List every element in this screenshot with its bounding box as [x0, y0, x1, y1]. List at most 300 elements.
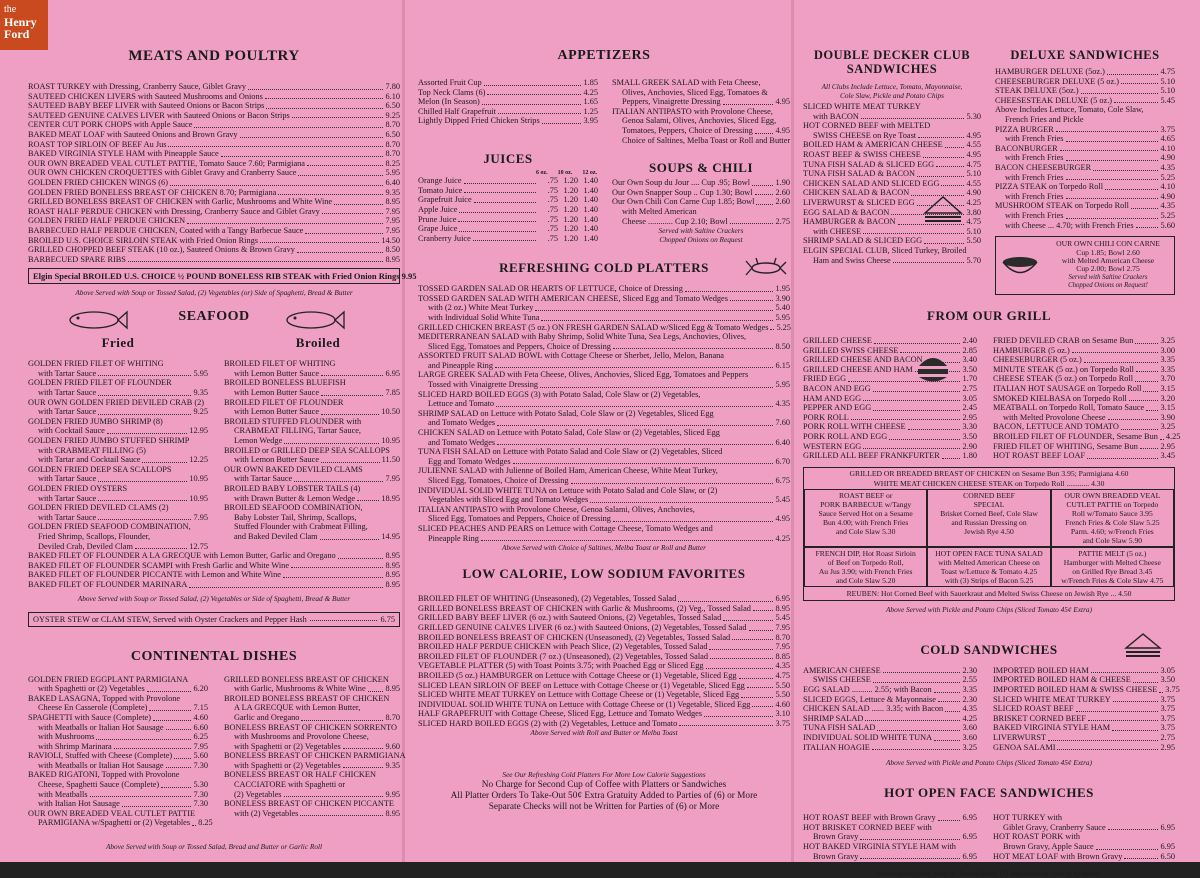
- item-name: CHEESE STEAK (5 oz.) on Torpedo Roll: [993, 374, 1134, 384]
- menu-item: [803, 733, 977, 743]
- menu-item: [418, 107, 598, 117]
- menu-item: [803, 432, 977, 442]
- dot-leader: [571, 476, 774, 484]
- item-name: BACON AND EGG: [803, 384, 871, 394]
- item-name: SAUTEED GENUINE CALVES LIVER with Sauteed Onions or Bacon Strips: [28, 110, 290, 120]
- item-name: SWISS CHEESE on Rye Toast: [813, 130, 917, 140]
- dot-leader: [934, 733, 960, 741]
- item-name: GOLDEN FRIED FILET OF FLOUNDER: [28, 378, 172, 388]
- item-name: VEGETABLE PLATTER (5) with Toast Points 3.75; with Poached Egg or Sliced Egg: [418, 661, 704, 671]
- item-name: AMERICAN CHEESE: [803, 665, 881, 675]
- item-name: Baby Lobster Tail, Shrimp, Scallops,: [234, 512, 357, 522]
- item-price: 9.35: [193, 388, 208, 398]
- item-name: with Tartar Sauce: [38, 388, 97, 398]
- item-name: SLICED WHITE MEAT TURKEY: [993, 694, 1111, 704]
- item-name: SLICED WHITE MEAT TURKEY: [803, 102, 921, 111]
- item-price: 4.75: [966, 217, 981, 227]
- item-price: 5.60: [193, 751, 208, 761]
- item-name: PORK ROLL: [803, 412, 849, 422]
- item-price: 5.45: [775, 495, 790, 505]
- menu-item: [418, 399, 790, 409]
- item-price: 6.60: [193, 722, 208, 732]
- item-price: 6.95: [962, 813, 977, 823]
- menu-item: [28, 159, 400, 169]
- menu-item: [418, 524, 790, 534]
- item-name: GOLDEN FRIED FILET OF WHITING: [28, 359, 164, 369]
- menu-item: [993, 675, 1175, 685]
- item-name: SLICED HARD BOILED EGGS (3) with Potato Salad, Cole Slaw or (2) Vegetables,: [418, 389, 701, 399]
- menu-item: [418, 78, 598, 88]
- menu-item: [993, 723, 1175, 733]
- dot-leader: [153, 713, 191, 721]
- item-price: 4.25: [583, 87, 598, 97]
- menu-item: [418, 116, 598, 126]
- item-price: 6.10: [385, 91, 400, 101]
- dot-leader: [142, 455, 187, 463]
- item-name: BACON, LETTUCE AND TOMATO: [993, 422, 1119, 432]
- henry-ford-logo: the Henry Ford: [0, 0, 48, 50]
- item-name: BROILED BABY LOBSTER TAILS (4): [224, 484, 361, 493]
- soups-list: [612, 178, 790, 226]
- dot-leader: [321, 369, 383, 377]
- item-price: 4.95: [966, 130, 981, 140]
- cell-line: French Fries & Cole Slaw 5.25: [1065, 517, 1160, 527]
- item-price: 6.50: [1160, 851, 1175, 861]
- menu-item: [28, 426, 208, 436]
- cell-line: Roll w/Tomato Sauce 3.95: [1071, 508, 1153, 518]
- item-price: 7.95: [385, 474, 400, 484]
- menu-item: [993, 823, 1175, 833]
- item-name: with French Fries: [1005, 172, 1064, 182]
- menu-item: [28, 503, 208, 513]
- item-name: GOLDEN FRIED SEAFOOD COMBINATION,: [28, 522, 191, 532]
- dot-leader: [1060, 144, 1159, 152]
- policy-line: Separate Checks will not be Written for Parties of (6) or More: [488, 802, 720, 813]
- item-price: 12.75: [189, 541, 208, 551]
- dot-leader: [284, 436, 379, 444]
- menu-item: [224, 723, 400, 733]
- item-name: Our Own Soup du Jour .... Cup .95; Bowl: [612, 178, 751, 188]
- item-name: SMOKED KIELBASA on Torpedo Roll: [993, 393, 1127, 403]
- menu-item: [28, 474, 208, 484]
- item-name: Ham and Swiss Cheese: [813, 255, 891, 265]
- item-name: Brown Gravy, Apple Sauce: [1003, 841, 1094, 851]
- item-name: with BACON: [813, 111, 859, 121]
- dot-leader: [945, 704, 960, 712]
- menu-item: [28, 407, 208, 417]
- menu-item: [224, 522, 400, 532]
- dot-leader: [343, 761, 384, 769]
- menu-item: [224, 407, 400, 417]
- item-price: 3.00: [1160, 345, 1175, 355]
- item-price: 4.60: [775, 699, 790, 709]
- menu-item: [418, 361, 790, 371]
- dot-leader: [941, 179, 964, 187]
- dot-leader: [1135, 374, 1158, 382]
- dot-leader: [292, 111, 384, 119]
- menu-item: [993, 832, 1175, 842]
- dot-leader: [168, 140, 383, 148]
- dot-leader: [248, 82, 383, 90]
- item-name: with Lemon Butter Sauce: [234, 455, 320, 465]
- menu-item: [418, 466, 790, 476]
- cell-line: with Melted American Cheese on: [938, 557, 1040, 567]
- menu-item: [28, 245, 400, 255]
- item-name: ROAST TURKEY with Dressing, Cranberry Sauce, Giblet Gravy: [28, 82, 247, 91]
- item-name: SWISS CHEESE: [813, 675, 871, 685]
- menu-item: [803, 121, 981, 131]
- item-price: 4.75: [1160, 67, 1175, 76]
- item-price: 6.75: [775, 476, 790, 485]
- item-name: Orange Juice: [418, 176, 462, 186]
- item-price: 9.60: [385, 741, 400, 751]
- menu-item: [995, 77, 1175, 87]
- item-price: 1.85: [583, 78, 598, 87]
- broiled-heading: Broiled: [295, 335, 341, 351]
- item-name: TOSSED GARDEN SALAD WITH AMERICAN CHEESE, Sliced Egg and Tomato Wedges: [418, 293, 728, 303]
- item-name: BROILED BONELESS BLUEFISH: [224, 378, 346, 388]
- menu-item: [612, 217, 790, 227]
- dot-leader: [945, 140, 965, 148]
- item-price: 5.25: [776, 322, 791, 332]
- item-price: 2.95: [1160, 441, 1175, 451]
- item-name: BROILED FILET OF WHITING: [224, 359, 336, 369]
- menu-item: [28, 570, 400, 580]
- item-price: 7.30: [193, 799, 208, 809]
- item-name: BONELESS BREAST OF CHICKEN PARMIGIANA: [224, 751, 406, 761]
- club-list: [803, 102, 981, 265]
- menu-item: [418, 690, 790, 700]
- cell-line: on Grilled Rye Bread 3.45: [1072, 566, 1153, 576]
- item-price: 4.25: [962, 713, 977, 723]
- item-name: TUNA FISH SALAD: [803, 723, 876, 733]
- dot-leader: [260, 236, 379, 244]
- dot-leader: [924, 236, 964, 244]
- cell-line: FRENCH DIP, Hot Roast Sirloin: [815, 548, 916, 558]
- menu-item: [803, 112, 981, 122]
- item-price: 3.35: [962, 685, 977, 694]
- dot-leader: [535, 303, 773, 311]
- juices-section: [418, 149, 598, 244]
- dot-leader: [1057, 743, 1158, 751]
- dot-leader: [98, 369, 191, 377]
- menu-item: [803, 442, 977, 452]
- item-price: 12.25: [189, 455, 208, 465]
- cell-line: w/French Fries & Cole Slaw 4.75: [1061, 575, 1164, 585]
- item-price: 9.35: [385, 760, 400, 770]
- dot-leader: [893, 256, 965, 264]
- dot-leader: [541, 313, 773, 321]
- dot-leader: [291, 561, 383, 569]
- menu-item: [224, 513, 400, 523]
- item-name: HOT CORNED BEEF with MELTED: [803, 121, 931, 131]
- item-price: 8.95: [385, 570, 400, 580]
- item-price: 2.60: [775, 197, 790, 207]
- item-name: LARGE GREEK SALAD with Feta Cheese, Olives, Anchovies, Sliced Egg, Tomatoes and Peppers: [418, 370, 749, 380]
- dot-leader: [96, 732, 191, 740]
- menu-item: [418, 97, 598, 107]
- item-price: 10.95: [381, 436, 400, 446]
- menu-item: [995, 221, 1175, 231]
- dot-leader: [1113, 695, 1159, 703]
- menu-item: [993, 852, 1175, 862]
- item-price: 4.25: [966, 197, 981, 207]
- appetizers-left-list: [418, 78, 598, 145]
- item-name: JULIENNE SALAD with Julienne of Boiled Ham, American Cheese, White Meat Turkey,: [418, 466, 718, 476]
- item-name: BRISKET CORNED BEEF: [993, 713, 1086, 723]
- item-name: CHICKEN SALAD ...... 3.35; with Bacon: [803, 704, 944, 714]
- chicken-line: WHITE MEAT CHICKEN CHEESE STEAK on Torpedo Roll ............ 4.30: [873, 478, 1105, 488]
- item-name: OUR OWN BREADED VEAL CUTLET PATTIE: [28, 808, 196, 818]
- dot-leader: [1088, 714, 1159, 722]
- item-price: 4.90: [1160, 191, 1175, 201]
- menu-item: [28, 455, 208, 465]
- menu-item: [612, 188, 790, 198]
- item-name: GOLDEN FRIED DEEP SEA SCALLOPS: [28, 464, 172, 474]
- menu-item: [803, 842, 977, 852]
- item-name: TUNA FISH SALAD & SLICED EGG: [803, 159, 935, 169]
- item-name: Lettuce and Tomato: [428, 399, 495, 409]
- item-name: SPAGHETTI with Sauce (Complete): [28, 712, 151, 722]
- menu-item: [28, 561, 400, 571]
- menu-item: [224, 426, 400, 436]
- item-price: 8.50: [775, 341, 790, 351]
- item-price: 5.95: [385, 168, 400, 178]
- item-price: 4.95: [775, 514, 790, 524]
- menu-item: [418, 303, 790, 313]
- item-name: MEATBALL on Torpedo Roll, Tomato Sauce: [993, 403, 1145, 413]
- item-name: Cheese En Casserole (Complete): [38, 703, 148, 713]
- item-name: CHICKEN SALAD AND SLICED EGG: [803, 178, 940, 188]
- dot-leader: [321, 455, 380, 463]
- soups-note: Served with Saltine Crackers: [658, 226, 744, 236]
- menu-item: [418, 284, 790, 294]
- menu-item: [224, 790, 400, 800]
- menu-item: [803, 336, 977, 346]
- item-name: HOT BRISKET CORNED BEEF with: [803, 822, 932, 832]
- cell-line: with (3) Strips of Bacon 5.25: [944, 575, 1034, 585]
- item-name: Peppers, Vinaigrette Dressing: [622, 97, 721, 107]
- left-panel: [28, 0, 417, 852]
- menu-item: [418, 495, 790, 505]
- item-price: 3.75: [1160, 694, 1175, 704]
- item-price: 14.95: [381, 531, 400, 541]
- item-price: 14.50: [381, 235, 400, 245]
- menu-item: [995, 173, 1175, 183]
- dot-leader: [1136, 365, 1158, 373]
- grill-right-list: [993, 336, 1181, 461]
- deluxe-list: [995, 67, 1175, 230]
- dot-leader: [322, 207, 384, 215]
- cell-line: Hamburger with Melted Cheese: [1063, 557, 1161, 567]
- item-name: with Tartar Sauce: [38, 474, 97, 484]
- dot-leader: [863, 394, 960, 402]
- item-name: BACONBURGER: [995, 143, 1058, 153]
- menu-item: [995, 211, 1175, 221]
- hotopen-right-list: [993, 813, 1175, 861]
- item-name: FRIED EGG: [803, 374, 847, 384]
- menu-item: [993, 422, 1175, 432]
- chili-line: with Melted American Cheese: [1061, 255, 1155, 265]
- item-price: 8.95: [385, 551, 400, 561]
- item-price: 5.10: [966, 169, 981, 179]
- dot-leader: [741, 690, 773, 698]
- menu-item: [993, 714, 1175, 724]
- item-price: .75: [547, 233, 558, 243]
- menu-item: [224, 694, 400, 704]
- menu-item: [28, 809, 208, 819]
- dot-leader: [147, 684, 192, 692]
- dot-leader: [495, 361, 773, 369]
- item-name: CACCIATORE with Spaghetti or: [234, 780, 346, 790]
- item-name: TUNA FISH SALAD & BACON: [803, 169, 916, 179]
- item-name: GOLDEN FRIED HALF PERDUE CHICKEN: [28, 216, 186, 226]
- dot-leader: [1112, 723, 1158, 731]
- item-name: Top Neck Clams (6): [418, 87, 486, 97]
- item-price: 1.20: [563, 233, 578, 243]
- dot-leader: [590, 495, 773, 503]
- fold-line: [402, 0, 405, 862]
- menu-item: [224, 417, 400, 427]
- menu-item: [993, 365, 1175, 375]
- dot-leader: [307, 159, 384, 167]
- cell-line: PATTIE MELT (5 oz.): [1078, 548, 1147, 558]
- cell-line: of Beef on Torpedo Roll,: [827, 557, 904, 567]
- item-price: 8.85: [775, 651, 790, 661]
- menu-item: [224, 494, 400, 504]
- item-price: 8.25: [385, 158, 400, 168]
- seafood-header: [28, 305, 400, 355]
- dot-leader: [1066, 173, 1159, 181]
- item-name: with Mushrooms and Provolone Cheese,: [234, 732, 369, 742]
- menu-item: [28, 388, 208, 398]
- dot-leader: [938, 695, 961, 703]
- menu-item: [224, 474, 400, 484]
- menu-item: [28, 82, 400, 92]
- item-price: 1.40: [583, 224, 598, 234]
- menu-item: [28, 484, 208, 494]
- menu-item: [224, 675, 400, 685]
- dot-leader: [1105, 182, 1158, 190]
- item-name: with French Fries: [1005, 191, 1064, 201]
- dot-leader: [266, 101, 383, 109]
- item-name: Choice of Saltines, Melba Toast or Roll and Butter: [622, 135, 791, 145]
- flounder-list: [28, 551, 400, 589]
- item-price: 6.95: [962, 851, 977, 861]
- item-price: 3.40: [962, 355, 977, 365]
- club-section: [803, 0, 981, 295]
- item-name: BARBECUED SPARE RIBS: [28, 254, 126, 264]
- dot-leader: [284, 790, 384, 798]
- item-price: 1.40: [583, 233, 598, 243]
- menu-item: [28, 369, 208, 379]
- item-price: 1.40: [583, 185, 598, 195]
- item-price: 7.30: [193, 789, 208, 799]
- item-name: IMPORTED BOILED HAM & SWISS CHEESE: [993, 685, 1158, 694]
- dot-leader: [338, 551, 384, 559]
- dot-leader: [1133, 675, 1159, 683]
- menu-item: [28, 436, 208, 446]
- item-price: 6.95: [1160, 822, 1175, 832]
- item-name: BAKED MEAT LOAF with Sauteed Onions and Brown Gravy: [28, 129, 238, 139]
- menu-item: [28, 178, 400, 188]
- menu-item: [28, 799, 208, 809]
- menu-item: [803, 131, 981, 141]
- item-price: 2.30: [962, 694, 977, 704]
- dot-leader: [90, 790, 192, 798]
- item-name: with Melted American: [622, 206, 697, 216]
- item-name: A LA GRECQUE with Lemon Butter,: [234, 703, 361, 713]
- item-price: 1.95: [775, 284, 790, 294]
- item-name: Tomato Juice: [418, 185, 463, 195]
- menu-item: [418, 681, 790, 691]
- item-name: Lemon Wedge: [234, 436, 283, 446]
- item-name: with Tartar Sauce: [38, 407, 97, 417]
- item-name: GRILLED BONELESS BREAST OF CHICKEN with Garlic & Mushrooms, (2) Veg., Tossed Salad: [418, 603, 751, 613]
- item-name: GRILLED BONELESS BREAST OF CHICKEN: [224, 674, 389, 684]
- item-price: 6.40: [775, 437, 790, 447]
- menu-item: [28, 770, 208, 780]
- dot-leader: [752, 178, 773, 186]
- menu-item: [612, 116, 790, 126]
- dot-leader: [730, 217, 774, 225]
- item-price: 1.40: [583, 195, 598, 205]
- menu-item: [612, 136, 790, 146]
- menu-item: [28, 130, 400, 140]
- item-price: .75: [547, 214, 558, 224]
- menu-item: [993, 704, 1175, 714]
- item-name: RAVIOLI, Stuffed with Cheese (Complete): [28, 751, 173, 761]
- menu-item: [418, 661, 790, 671]
- menu-item: [28, 255, 400, 265]
- platters-header: [418, 256, 790, 278]
- dot-leader: [1140, 442, 1159, 450]
- item-price: 4.90: [966, 188, 981, 198]
- menu-item: [995, 163, 1175, 173]
- cell-line: Au Jus 3.90; with French Fries: [818, 566, 913, 576]
- menu-item: [224, 503, 400, 513]
- item-name: BROILED FILET OF FLOUNDER: [224, 397, 344, 407]
- item-name: HALF GRAPEFRUIT with Cottage Cheese, Sliced Egg, Lettuce and Tomato Wedges: [418, 709, 703, 719]
- cold-header: [803, 636, 1175, 660]
- item-price: .75: [547, 176, 558, 186]
- menu-item: [224, 398, 400, 408]
- item-price: 3.10: [775, 709, 790, 719]
- menu-item: [28, 216, 400, 226]
- dot-leader: [166, 761, 192, 769]
- item-name: CHEESESTEAK DELUXE (5 oz.): [995, 95, 1113, 105]
- item-name: FRIED DEVILED CRAB on Sesame Bun: [993, 336, 1134, 346]
- item-price: 5.95: [775, 380, 790, 390]
- item-name: Prune Juice: [418, 214, 457, 224]
- item-name: HOT BAKED VIRGINIA STYLE HAM with: [803, 841, 956, 851]
- item-name: and Tomato Wedges: [428, 418, 496, 428]
- item-price: .75: [547, 195, 558, 205]
- menu-item: [418, 323, 790, 333]
- item-name: SAUTEED CHICKEN LIVERS with Sauteed Mushrooms and Onions: [28, 91, 263, 101]
- menu-item: [995, 192, 1175, 202]
- menu-item: [803, 140, 981, 150]
- menu-item: [993, 413, 1175, 423]
- menu-item: [28, 197, 400, 207]
- juice-item: [418, 195, 598, 205]
- item-name: INDIVIDUAL SOLID WHITE TUNA: [803, 732, 933, 742]
- item-price: 3.05: [962, 393, 977, 403]
- dot-leader: [98, 407, 191, 415]
- dot-leader: [752, 700, 773, 708]
- item-name: BAKED FILET OF FLOUNDER MARINARA: [28, 579, 188, 589]
- menu-item: [612, 178, 790, 188]
